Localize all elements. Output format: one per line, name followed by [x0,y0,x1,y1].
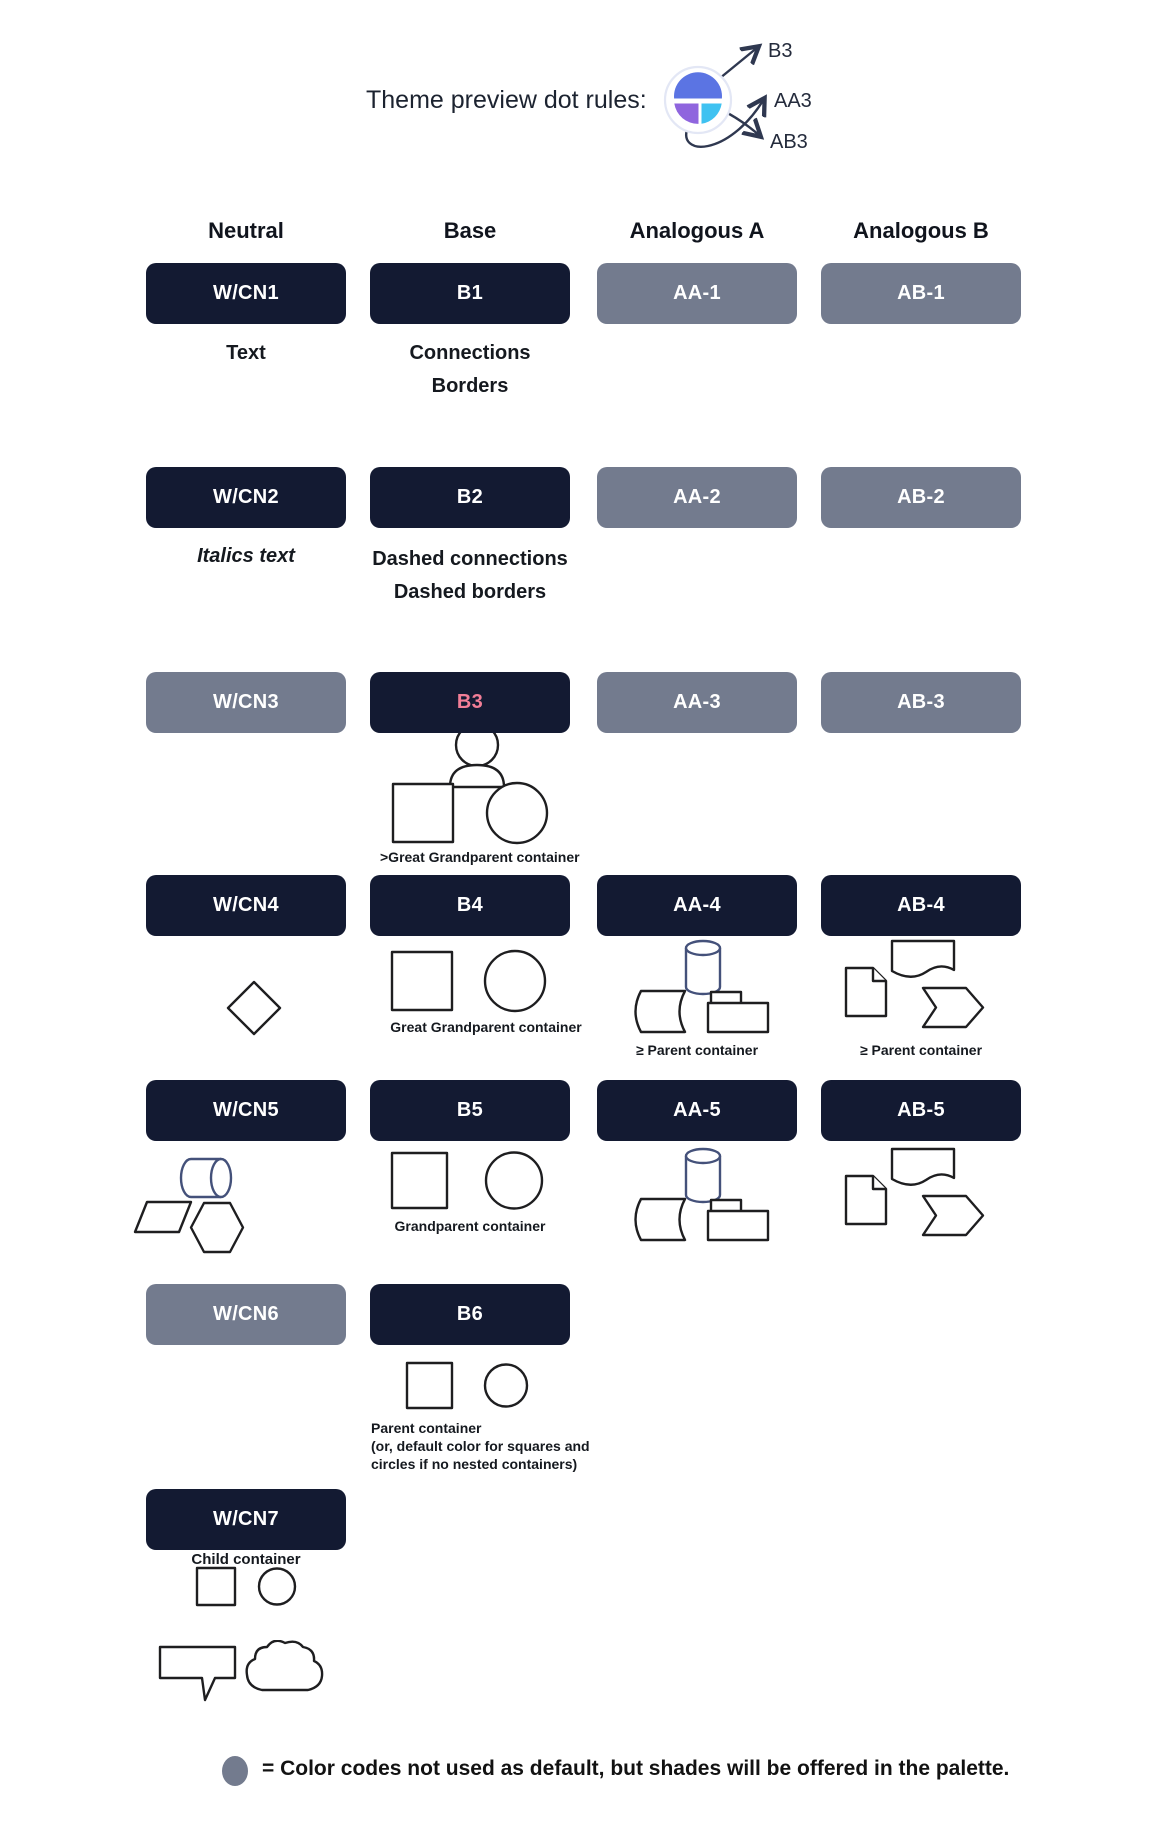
cloud-icon [247,1641,322,1690]
square-icon [392,1153,447,1208]
swatch-b6-label: B6 [456,1303,484,1325]
circle-icon [485,1365,527,1407]
swatch-ab4 [821,875,1021,936]
circle-icon [259,1569,295,1605]
swatch-b2 [370,467,570,528]
caption-italics-text: Italics text [197,545,295,567]
folder-body-icon [708,1003,768,1032]
swatch-wcn6-label: W/CN6 [213,1303,279,1325]
swatch-b1 [370,263,570,324]
swatch-ab2 [821,467,1021,528]
swatch-ab2-label: AB-2 [897,486,945,508]
square-icon [407,1363,452,1408]
caption-borders: Borders [431,375,509,397]
dot-rule-label-aa3: AA3 [774,90,812,112]
swatch-ab5-label: AB-5 [897,1099,945,1121]
swatch-aa4-label: AA-4 [673,894,721,916]
file-fold-icon [873,968,886,981]
footer-note: = Color codes not used as default, but shades will be offered in the palette. [262,1757,1010,1780]
swatch-b5-label: B5 [456,1099,484,1121]
swatch-wcn4 [146,875,346,936]
square-icon [392,952,452,1010]
swatch-aa1 [597,263,797,324]
swatch-ab3 [821,672,1021,733]
stored-data-icon [636,1199,686,1240]
swatch-wcn1 [146,263,346,324]
swatch-ab4-label: AB-4 [897,894,945,916]
swatch-aa2 [597,467,797,528]
swatch-ab5 [821,1080,1021,1141]
circle-icon [485,951,545,1011]
caption-b6-line1: Parent container [371,1420,482,1436]
square-icon [393,784,453,842]
swatch-aa3-label: AA-3 [673,691,721,713]
hexagon-icon [191,1203,243,1252]
caption-aa4-shapes: ≥ Parent container [635,1042,759,1058]
swatch-wcn7-label: W/CN7 [213,1508,279,1530]
swatch-b3-label: B3 [456,691,484,713]
swatch-aa3 [597,672,797,733]
wcn4-shape-cluster [226,980,282,1036]
caption-b4-shapes: Great Grandparent container [390,1019,582,1035]
swatch-wcn3 [146,672,346,733]
column-header-analogous-b: Analogous B [853,218,989,243]
swatch-b5 [370,1080,570,1141]
cylinder-rim-icon [686,948,720,955]
b4-shape-cluster [390,948,555,1014]
swatch-wcn5 [146,1080,346,1141]
swatch-ab3-label: AB-3 [897,691,945,713]
circle-icon [487,783,547,843]
cylinder-rim-icon [686,1156,720,1163]
column-header-base: Base [443,218,497,243]
document-icon [892,941,954,977]
swatch-aa5 [597,1080,797,1141]
caption-b6-line2: (or, default color for squares and [371,1438,590,1454]
swatch-wcn2 [146,467,346,528]
caption-connections: Connections [409,342,531,364]
parallelogram-icon [135,1202,191,1232]
caption-b5-shapes: Grandparent container [394,1218,546,1234]
wcn7-shape-cluster-top [195,1562,297,1608]
caption-wcn7-shapes: Child container [191,1551,301,1568]
swatch-aa4 [597,875,797,936]
caption-dashed-borders: Dashed borders [393,581,547,603]
caption-b3-shapes: >Great Grandparent container [380,849,580,865]
document-icon [892,1149,954,1185]
swatch-b4-label: B4 [456,894,484,916]
b6-shape-cluster [405,1358,530,1410]
swatch-b2-label: B2 [456,486,484,508]
b3-shape-cluster [378,720,563,850]
swatch-aa5-label: AA-5 [673,1099,721,1121]
swatch-aa1-label: AA-1 [673,282,721,304]
ab4-shape-cluster [840,938,990,1036]
swatch-wcn2-label: W/CN2 [213,486,279,508]
swatch-b6 [370,1284,570,1345]
swatch-wcn6 [146,1284,346,1345]
wcn7-shape-cluster-bottom [158,1640,330,1704]
caption-text: Text [226,342,266,364]
legend-dot-icon [222,1756,248,1786]
swatch-wcn3-label: W/CN3 [213,691,279,713]
ab5-shape-cluster [840,1146,990,1244]
circle-icon [486,1153,542,1209]
chevron-icon [923,1196,983,1235]
page-title: Theme preview dot rules: [366,86,647,114]
swatch-wcn4-label: W/CN4 [213,894,279,916]
swatch-wcn7 [146,1489,346,1550]
swatch-wcn1-label: W/CN1 [213,282,279,304]
column-header-neutral: Neutral [208,218,284,243]
person-shoulders-icon [450,765,504,787]
folder-body-icon [708,1211,768,1240]
swatch-ab1 [821,263,1021,324]
swatch-aa2-label: AA-2 [673,486,721,508]
horizontal-cylinder-cap-icon [211,1159,231,1197]
swatch-b1-label: B1 [456,282,484,304]
caption-b6-line3: circles if no nested containers) [371,1456,578,1472]
chevron-icon [923,988,983,1027]
caption-dashed-connections: Dashed connections [372,548,568,570]
diamond-icon [228,982,280,1034]
speech-bubble-icon [160,1647,235,1700]
column-header-analogous-a: Analogous A [629,218,765,243]
dot-rule-label-ab3: AB3 [770,131,808,153]
swatch-b3 [370,672,570,733]
b5-shape-cluster [390,1150,550,1212]
swatch-wcn5-label: W/CN5 [213,1099,279,1121]
swatch-ab1-label: AB-1 [897,282,945,304]
swatch-b4 [370,875,570,936]
dot-rule-label-b3: B3 [768,40,793,62]
stored-data-icon [636,991,686,1032]
aa5-shape-cluster [628,1146,776,1244]
aa4-shape-cluster [628,938,776,1036]
wcn5-shape-cluster [133,1155,248,1255]
square-icon [197,1568,235,1605]
caption-ab4-shapes: ≥ Parent container [859,1042,983,1058]
